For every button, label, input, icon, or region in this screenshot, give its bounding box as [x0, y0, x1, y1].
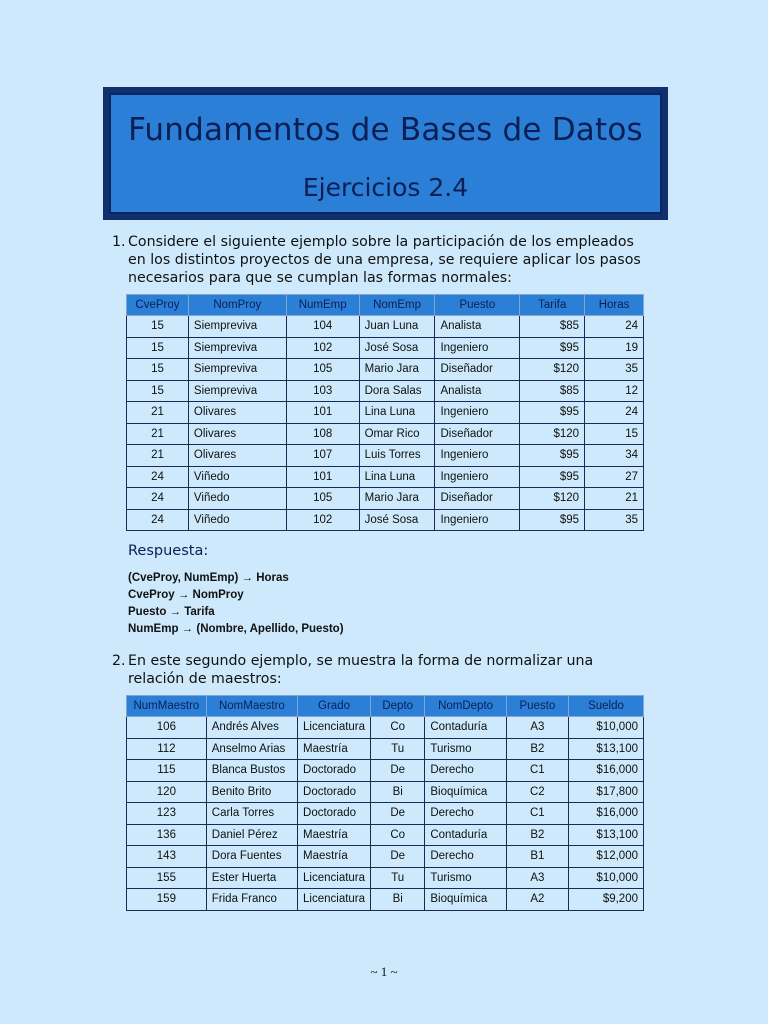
table-cell: 24 [127, 509, 189, 531]
table-cell: Licenciatura [298, 717, 371, 739]
table-cell: Maestría [298, 846, 371, 868]
table-cell: Tu [371, 738, 425, 760]
table-cell: Ester Huerta [206, 867, 297, 889]
employees-table [126, 294, 644, 531]
dependency-item: (CveProy, NumEmp) → Horas [128, 572, 289, 584]
table-cell: Bi [371, 781, 425, 803]
table-row [127, 488, 644, 510]
table-cell: 35 [585, 359, 644, 381]
table-cell: 15 [585, 423, 644, 445]
table-cell: B2 [506, 824, 568, 846]
table-cell: José Sosa [359, 509, 435, 531]
table-cell: Licenciatura [298, 889, 371, 911]
table-cell: 105 [286, 359, 359, 381]
table-cell: $95 [520, 402, 585, 424]
table-cell: 15 [127, 359, 189, 381]
table-cell: Bi [371, 889, 425, 911]
table-cell: Frida Franco [206, 889, 297, 911]
table-cell: $17,800 [568, 781, 643, 803]
table-cell: Olivares [188, 423, 286, 445]
table-cell: $95 [520, 466, 585, 488]
table-cell: Derecho [425, 803, 506, 825]
table-cell: 123 [127, 803, 207, 825]
table-cell: 104 [286, 316, 359, 338]
question-2 [112, 652, 652, 688]
question-2-number: 2. [112, 653, 126, 669]
table-cell: Bioquímica [425, 781, 506, 803]
dependency-item: NumEmp → (Nombre, Apellido, Puesto) [128, 623, 344, 635]
table-cell: Tu [371, 867, 425, 889]
table-cell: José Sosa [359, 337, 435, 359]
table-cell: Co [371, 824, 425, 846]
table-cell: Daniel Pérez [206, 824, 297, 846]
table-cell: 24 [127, 466, 189, 488]
dependency-item: Puesto → Tarifa [128, 606, 215, 618]
question-2-text: En este segundo ejemplo, se muestra la forma de normalizar una relación de maestros: [128, 653, 594, 687]
table-cell: 108 [286, 423, 359, 445]
title-panel [109, 93, 662, 214]
table-cell: Omar Rico [359, 423, 435, 445]
table-cell: $10,000 [568, 717, 643, 739]
table-cell: A2 [506, 889, 568, 911]
column-header: NumEmp [286, 295, 359, 316]
table-row [127, 466, 644, 488]
table-cell: $85 [520, 316, 585, 338]
table-row [127, 824, 644, 846]
table-row [127, 760, 644, 782]
table-cell: $95 [520, 509, 585, 531]
question-1 [112, 233, 652, 287]
table-row [127, 402, 644, 424]
table-cell: Derecho [425, 846, 506, 868]
table-cell: Siempreviva [188, 380, 286, 402]
table-row [127, 717, 644, 739]
teachers-table-body [127, 717, 644, 911]
table-cell: $95 [520, 337, 585, 359]
page-number: ~ 1 ~ [370, 964, 398, 979]
dependencies-list [128, 570, 344, 638]
table-cell: C2 [506, 781, 568, 803]
table-cell: Ingeniero [435, 337, 520, 359]
table-cell: Dora Salas [359, 380, 435, 402]
table-cell: De [371, 803, 425, 825]
table-cell: Maestría [298, 738, 371, 760]
column-header: CveProy [127, 295, 189, 316]
table-cell: 12 [585, 380, 644, 402]
title-box [103, 87, 668, 220]
table-row [127, 380, 644, 402]
table-cell: Bioquímica [425, 889, 506, 911]
answer-title: Respuesta: [128, 543, 209, 559]
table-cell: Carla Torres [206, 803, 297, 825]
table-cell: C1 [506, 760, 568, 782]
table-cell: 21 [127, 445, 189, 467]
table-cell: $16,000 [568, 803, 643, 825]
column-header: NomProy [188, 295, 286, 316]
table-cell: Juan Luna [359, 316, 435, 338]
column-header: Puesto [435, 295, 520, 316]
table-cell: Doctorado [298, 781, 371, 803]
column-header: Grado [298, 696, 371, 717]
table-cell: Turismo [425, 738, 506, 760]
table-cell: Olivares [188, 402, 286, 424]
table-cell: Anselmo Arias [206, 738, 297, 760]
column-header: Tarifa [520, 295, 585, 316]
table-cell: B2 [506, 738, 568, 760]
table-cell: Mario Jara [359, 488, 435, 510]
column-header: NomDepto [425, 696, 506, 717]
table-cell: Siempreviva [188, 337, 286, 359]
table-cell: 15 [127, 316, 189, 338]
table-cell: C1 [506, 803, 568, 825]
table-cell: $12,000 [568, 846, 643, 868]
table-cell: Lina Luna [359, 402, 435, 424]
table-cell: 102 [286, 337, 359, 359]
table-cell: $120 [520, 423, 585, 445]
document-title: Fundamentos de Bases de Datos [128, 112, 643, 148]
table-cell: A3 [506, 867, 568, 889]
table-cell: 102 [286, 509, 359, 531]
table-cell: 112 [127, 738, 207, 760]
table-cell: 101 [286, 466, 359, 488]
table-cell: Olivares [188, 445, 286, 467]
table-cell: Diseñador [435, 359, 520, 381]
table-cell: Andrés Alves [206, 717, 297, 739]
table-cell: De [371, 846, 425, 868]
table-cell: Luis Torres [359, 445, 435, 467]
table-row [127, 509, 644, 531]
table-cell: $120 [520, 359, 585, 381]
table-row [127, 781, 644, 803]
column-header: Sueldo [568, 696, 643, 717]
column-header: NomEmp [359, 295, 435, 316]
teachers-table [126, 695, 644, 911]
table-cell: 105 [286, 488, 359, 510]
document-subtitle: Ejercicios 2.4 [302, 173, 469, 202]
table-cell: 143 [127, 846, 207, 868]
dependency-item: CveProy → NomProy [128, 589, 244, 601]
table-cell: 24 [585, 402, 644, 424]
table-cell: 34 [585, 445, 644, 467]
table-cell: 15 [127, 337, 189, 359]
question-1-text: Considere el siguiente ejemplo sobre la participación de los empleados en los distintos proyectos de una empresa, se requiere aplicar los pasos necesarios para que se cumplan las formas normales: [128, 234, 641, 286]
table-header-row [127, 696, 644, 717]
table-cell: Viñedo [188, 466, 286, 488]
table-row [127, 337, 644, 359]
table-cell: 103 [286, 380, 359, 402]
table-cell: Doctorado [298, 760, 371, 782]
table-cell: Siempreviva [188, 316, 286, 338]
table-cell: Licenciatura [298, 867, 371, 889]
table-cell: $9,200 [568, 889, 643, 911]
table-cell: Ingeniero [435, 466, 520, 488]
table-cell: Mario Jara [359, 359, 435, 381]
table-cell: 21 [127, 423, 189, 445]
table-cell: 107 [286, 445, 359, 467]
table-cell: 21 [127, 402, 189, 424]
table-cell: B1 [506, 846, 568, 868]
table-cell: Dora Fuentes [206, 846, 297, 868]
table-cell: Derecho [425, 760, 506, 782]
table-cell: Doctorado [298, 803, 371, 825]
table-cell: 101 [286, 402, 359, 424]
column-header: Puesto [506, 696, 568, 717]
table-cell: $95 [520, 445, 585, 467]
column-header: NumMaestro [127, 696, 207, 717]
table-cell: 136 [127, 824, 207, 846]
table-cell: $13,100 [568, 738, 643, 760]
table-cell: 155 [127, 867, 207, 889]
table-row [127, 316, 644, 338]
table-cell: $10,000 [568, 867, 643, 889]
table-cell: Analista [435, 380, 520, 402]
table-row [127, 445, 644, 467]
table-row [127, 803, 644, 825]
table-cell: 159 [127, 889, 207, 911]
table-row [127, 423, 644, 445]
table-cell: 15 [127, 380, 189, 402]
question-1-number: 1. [112, 234, 126, 250]
table-cell: 27 [585, 466, 644, 488]
table-cell: Analista [435, 316, 520, 338]
table-cell: $85 [520, 380, 585, 402]
table-row [127, 867, 644, 889]
table-cell: Ingeniero [435, 402, 520, 424]
table-cell: 24 [127, 488, 189, 510]
table-cell: A3 [506, 717, 568, 739]
table-row [127, 846, 644, 868]
table-cell: De [371, 760, 425, 782]
column-header: Horas [585, 295, 644, 316]
table-cell: Viñedo [188, 509, 286, 531]
table-cell: 106 [127, 717, 207, 739]
table-cell: Ingeniero [435, 445, 520, 467]
table-cell: 120 [127, 781, 207, 803]
table-cell: Siempreviva [188, 359, 286, 381]
table-cell: $13,100 [568, 824, 643, 846]
table-cell: 19 [585, 337, 644, 359]
table-cell: $16,000 [568, 760, 643, 782]
table-cell: $120 [520, 488, 585, 510]
table-row [127, 359, 644, 381]
table-cell: Maestría [298, 824, 371, 846]
table-cell: Turismo [425, 867, 506, 889]
table-cell: Blanca Bustos [206, 760, 297, 782]
table-cell: Viñedo [188, 488, 286, 510]
table-cell: Contaduría [425, 717, 506, 739]
table-cell: 35 [585, 509, 644, 531]
column-header: NomMaestro [206, 696, 297, 717]
table-cell: 24 [585, 316, 644, 338]
table-cell: 21 [585, 488, 644, 510]
table-cell: Diseñador [435, 423, 520, 445]
table-header-row [127, 295, 644, 316]
column-header: Depto [371, 696, 425, 717]
table-row [127, 889, 644, 911]
table-cell: 115 [127, 760, 207, 782]
employees-table-body [127, 316, 644, 531]
table-cell: Lina Luna [359, 466, 435, 488]
table-cell: Contaduría [425, 824, 506, 846]
table-cell: Co [371, 717, 425, 739]
table-cell: Diseñador [435, 488, 520, 510]
table-cell: Benito Brito [206, 781, 297, 803]
table-cell: Ingeniero [435, 509, 520, 531]
table-row [127, 738, 644, 760]
